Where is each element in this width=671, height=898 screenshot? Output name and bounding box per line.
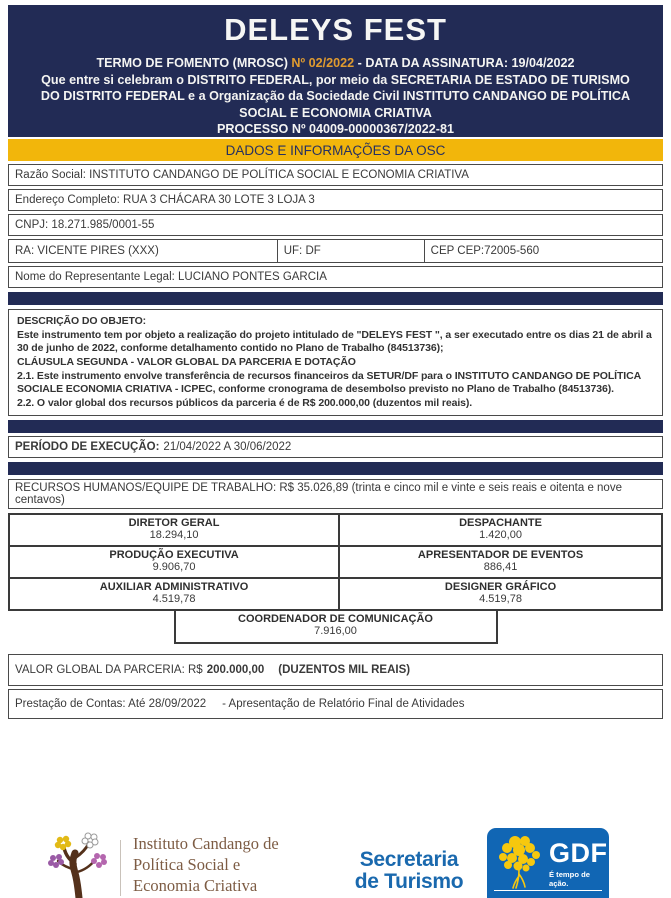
header-body-line1: Que entre si celebram o DISTRITO FEDERAL, por meio da SECRETARIA DE ESTADO DE TURISMO [41,72,630,87]
object-paragraph-22: 2.2. O valor global dos recursos públicos da parceria é de R$ 200.000,00 (duzentos mil reais). [17,396,473,409]
role-value: 1.420,00 [479,529,522,542]
instituto-logo-text [133,833,279,898]
role-value: 4.519,78 [152,593,196,606]
team-cell-despachante [338,515,661,545]
header-subtitle [8,55,663,138]
divider-navy-3 [8,462,663,475]
gdf-sigla: GDF [549,838,608,868]
team-cell-apresentador [338,545,661,577]
document-page [8,5,663,719]
role-value: 7.916,00 [314,625,357,638]
role-name: COORDENADOR DE COMUNICAÇÃO [238,613,433,626]
object-paragraph-21: 2.1. Este instrumento envolve transferência de recursos financeiros da SETUR/DF para o INSTITUTO CANDANGO DE POLÍTICA SOCIALE ECONOMIA CRIATIVA - ICPEC, conforme cronograma de desembolso previsto no Plano de Trabalho (84513736). [17,369,641,396]
row-endereco: Endereço Completo: RUA 3 CHÁCARA 30 LOTE 3 LOJA 3 [8,189,663,211]
row-periodo-execucao [8,436,663,458]
team-cell-coordenador [174,611,498,644]
row-representante-legal: Nome do Representante Legal: LUCIANO PONTES GARCIA [8,266,663,288]
periodo-label: PERÍODO DE EXECUÇÃO: [15,441,160,454]
divider-navy-2 [8,420,663,433]
valor-global-label: VALOR GLOBAL DA PARCERIA: R$ [15,664,203,677]
gdf-baseline-rule [494,890,602,891]
row-prestacao-contas [8,689,663,719]
object-clause-title: CLÁUSULA SEGUNDA - VALOR GLOBAL DA PARCERIA E DOTAÇÃO [17,355,356,368]
role-name: PRODUÇÃO EXECUTIVA [109,549,239,562]
object-description-box [8,309,663,416]
agreement-number: Nº 02/2022 [291,56,355,70]
role-name: DIRETOR GERAL [128,517,220,530]
valor-global-extenso: (DUZENTOS MIL REAIS) [278,664,411,677]
prestacao-report: - Apresentação de Relatório Final de Atividades [222,698,465,711]
role-value: 18.294,10 [149,529,199,542]
gdf-tree-icon [495,832,545,892]
gdf-logo [487,828,609,898]
role-name: APRESENTADOR DE EVENTOS [417,549,584,562]
role-name: DESIGNER GRÁFICO [444,581,557,594]
team-cell-auxiliar [10,577,338,609]
divider-navy-1 [8,292,663,305]
gdf-tagline: É tempo de ação. [549,870,590,888]
instituto-line2: Política Social e [133,854,241,874]
header-body-line2: DO DISTRITO FEDERAL e a Organização da Sociedade Civil INSTITUTO CANDANGO DE POLÍTICA [40,89,631,104]
team-table [8,513,663,611]
signature-date: - DATA DA ASSINATURA: 19/04/2022 [354,56,575,70]
prestacao-deadline: Prestação de Contas: Até 28/09/2022 [15,698,207,711]
cell-uf: UF: DF [277,240,424,262]
role-value: 9.906,70 [152,561,196,574]
team-cell-producao [10,545,338,577]
cell-ra: RA: VICENTE PIRES (XXX) [15,245,159,257]
process-number: PROCESSO Nº 04009-00000367/2022-81 [216,122,455,137]
logo-divider [120,840,121,896]
valor-global-value: 200.000,00 [206,664,265,677]
footer-logos [0,823,671,898]
periodo-value: 21/04/2022 A 30/06/2022 [163,441,292,454]
row-cnpj: CNPJ: 18.271.985/0001-55 [8,214,663,236]
cell-cep: CEP CEP:72005-560 [424,240,662,262]
page-title: DELEYS FEST [224,12,447,47]
team-cell-diretor [10,515,338,545]
document-header [8,5,663,137]
row-razao-social: Razão Social: INSTITUTO CANDANGO DE POLÍTICA SOCIAL E ECONOMIA CRIATIVA [8,164,663,186]
instituto-line1: Instituto Candango de [133,833,279,853]
team-cell-designer [338,577,661,609]
role-value: 4.519,78 [479,593,522,606]
role-value: 886,41 [483,561,518,574]
instituto-line3: Economia Criativa [133,875,258,895]
header-agreement-line [8,55,663,72]
row-recursos-humanos: RECURSOS HUMANOS/EQUIPE DE TRABALHO: R$ 35.026,89 (trinta e cinco mil e vinte e seis reais e oitenta e nove centavos) [8,479,663,509]
instituto-candango-logo [48,832,279,898]
row-ra-uf-cep [8,239,663,263]
header-body-line3: SOCIAL E ECONOMIA CRIATIVA [239,105,432,120]
object-paragraph-1: Este instrumento tem por objeto a realização do projeto intitulado de "DELEYS FEST ", a ser executado entre os dias 21 de abril a 30 de junho de 2022, conforme detalhamento contido no Plano de Trabalho (84513736); [17,328,652,355]
secretaria-line2: de Turismo [354,869,464,893]
instituto-tree-icon [48,832,110,898]
role-name: AUXILIAR ADMINISTRATIVO [99,581,249,594]
secretaria-turismo-logo [348,849,470,893]
row-valor-global [8,654,663,686]
agreement-label: TERMO DE FOMENTO (MROSC) [96,56,292,70]
role-name: DESPACHANTE [459,517,542,530]
object-description-title: DESCRIÇÃO DO OBJETO: [17,315,147,327]
secretaria-line1: Secretaria [359,847,459,871]
section-bar-osc: DADOS E INFORMAÇÕES DA OSC [8,139,663,161]
